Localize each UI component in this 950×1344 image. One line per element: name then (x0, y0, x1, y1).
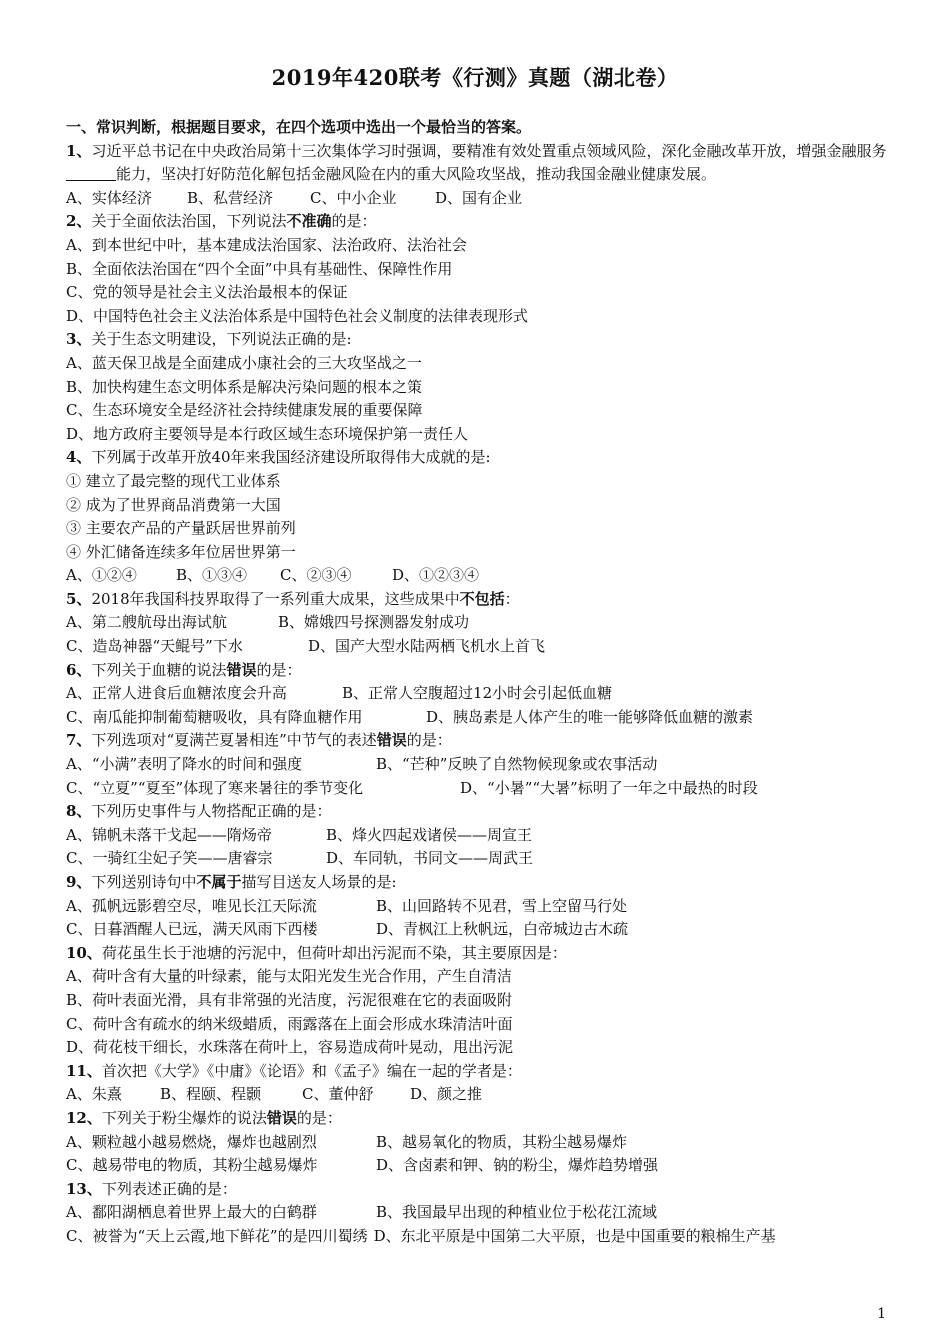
question-3-stem (66, 328, 886, 352)
question-8-options-ab (66, 824, 886, 848)
option-d: D、东北平原是中国第二大平原，也是中国重要的粮棉生产基 (373, 1226, 776, 1245)
question-text: 下列表述正确的是： (101, 1179, 237, 1198)
option-c: C、越易带电的物质，其粉尘越易爆炸 (66, 1156, 318, 1175)
option-d: D、车同轨，书同文——周武王 (326, 849, 534, 868)
question-1-stem (66, 140, 891, 187)
question-number: 8、 (66, 802, 92, 821)
question-text: 能力，坚决打好防范化解包括金融风险在内的重大风险攻坚战，推动我国金融业健康发展。 (116, 165, 717, 184)
question-number: 13、 (66, 1179, 102, 1198)
option-d: D、中国特色社会主义法治体系是中国特色社会义制度的法律表现形式 (66, 306, 529, 325)
question-text: 下列选项对“夏满芒夏暑相连”中节气的表述 (91, 731, 377, 750)
question-text: 的是： (331, 212, 377, 231)
option-c: C、生态环境安全是经济社会持续健康发展的重要保障 (66, 401, 423, 420)
question-number: 5、 (66, 589, 92, 608)
question-number: 4、 (66, 448, 92, 467)
statement-item: ③ 主要农产品的产量跃居世界前列 (66, 519, 296, 538)
option-d: D、颜之推 (410, 1085, 483, 1104)
question-text: 下列关于血糖的说法 (91, 660, 227, 679)
option-b: B、加快构建生态文明体系是解决污染问题的根本之策 (66, 377, 423, 396)
question-12-options-ab (66, 1131, 886, 1155)
option-b: B、“芒种”反映了自然物候现象或农事活动 (376, 755, 658, 774)
question-text: 2018年我国科技界取得了一系列重大成果，这些成果中 (91, 589, 460, 608)
question-7-options-ab (66, 753, 886, 777)
option-c: C、南瓜能抑制葡萄糖吸收，具有降血糖作用 (66, 707, 363, 726)
question-2-stem (66, 210, 886, 234)
option-d: D、国有企业 (435, 188, 523, 207)
question-number: 11、 (66, 1061, 102, 1080)
question-5-options-cd (66, 635, 886, 659)
option-a: A、蓝天保卫战是全面建成小康社会的三大攻坚战之一 (66, 353, 422, 372)
question-text: 描写目送友人场景的是: (241, 873, 397, 891)
emphasis-text: 错误 (226, 660, 257, 679)
question-text: 的是： (256, 660, 302, 679)
option-a: A、到本世纪中叶，基本建成法治国家、法治政府、法治社会 (66, 235, 467, 254)
fill-blank (66, 166, 116, 181)
emphasis-text: 不属于 (196, 873, 242, 891)
statement-item: ④ 外汇储备连续多年位居世界第一 (66, 542, 296, 561)
question-10-stem (66, 942, 886, 966)
question-text: ： (504, 589, 520, 608)
question-text: 下列历史事件与人物搭配正确的是： (91, 802, 332, 821)
option-a: A、荷叶含有大量的叶绿素，能与太阳光发生光合作用，产生自清洁 (66, 967, 512, 986)
option-d: D、国产大型水陆两栖飞机水上首飞 (308, 637, 546, 656)
option-a: A、“小满”表明了降水的时间和强度 (66, 755, 303, 774)
option-a: A、鄱阳湖栖息着世界上最大的白鹤群 (66, 1203, 317, 1222)
option-b: B、荷叶表面光滑，具有非常强的光洁度，污泥很难在它的表面吸附 (66, 990, 513, 1009)
question-9-options-cd (66, 918, 886, 942)
question-6-options-ab (66, 682, 886, 706)
option-a: A、朱熹 (66, 1085, 122, 1104)
question-1-options (66, 187, 886, 211)
option-d: D、“小暑”“大暑”标明了一年之中最热的时段 (460, 778, 758, 797)
option-c: C、日暮酒醒人已远，满天风雨下西楼 (66, 920, 318, 939)
question-12-stem (66, 1107, 886, 1131)
option-b: B、全面依法治国在“四个全面”中具有基础性、保障性作用 (66, 259, 453, 278)
question-number: 10、 (66, 943, 102, 962)
option-c: C、②③④ (280, 566, 352, 585)
option-c: C、被誉为“天上云霞,地下鲜花”的是四川蜀绣 (66, 1226, 368, 1245)
option-b: B、越易氧化的物质，其粉尘越易爆炸 (376, 1132, 628, 1151)
option-b: B、程颐、程颢 (160, 1085, 262, 1104)
emphasis-text: 不包括 (459, 589, 505, 608)
option-b: B、烽火四起戏诸侯——周宣王 (326, 825, 533, 844)
question-number: 6、 (66, 660, 92, 679)
question-text: 关于生态文明建设，下列说法正确的是: (91, 330, 352, 349)
option-a: A、实体经济 (66, 188, 152, 207)
option-b: B、山回路转不见君，雪上空留马行处 (376, 896, 628, 915)
option-c: C、一骑红尘妃子笑——唐睿宗 (66, 849, 273, 868)
question-number: 7、 (66, 731, 92, 750)
emphasis-text: 错误 (266, 1108, 297, 1127)
question-list (66, 116, 886, 1249)
question-4-stem (66, 446, 886, 470)
option-c: C、造岛神器“天鲲号”下水 (66, 637, 243, 656)
emphasis-text: 错误 (376, 731, 407, 750)
document-title: 2019年420联考《行测》真题（湖北卷） (271, 65, 679, 90)
question-text: 下列送别诗句中 (91, 873, 197, 891)
question-number: 12、 (66, 1108, 102, 1127)
option-d: D、荷花枝干细长，水珠落在荷叶上，容易造成荷叶晃动，甩出污泥 (66, 1038, 514, 1057)
option-a: A、锦帆未落干戈起——隋炀帝 (66, 825, 272, 844)
option-b: B、正常人空腹超过12小时会引起低血糖 (342, 684, 613, 703)
option-c: C、荷叶含有疏水的纳米级蜡质，雨露落在上面会形成水珠清洁叶面 (66, 1014, 513, 1033)
question-8-stem (66, 800, 886, 824)
question-number: 2、 (66, 212, 92, 231)
statement-item: ② 成为了世界商品消费第一大国 (66, 495, 281, 514)
option-c: C、“立夏”“夏至”体现了寒来暑往的季节变化 (66, 778, 364, 797)
question-text: 习近平总书记在中央政治局第十三次集体学习时强调，要精准有效处置重点领域风险，深化金融改革开放，增强金融服务 (91, 141, 887, 160)
question-text: 下列关于粉尘爆炸的说法 (101, 1108, 267, 1127)
question-7-stem (66, 729, 886, 753)
question-number: 9、 (66, 873, 92, 891)
option-a: A、颗粒越小越易燃烧，爆炸也越剧烈 (66, 1132, 317, 1151)
option-d: D、含卤素和钾、钠的粉尘，爆炸趋势增强 (376, 1156, 659, 1175)
option-b: B、我国最早出现的种植业位于松花江流域 (376, 1203, 658, 1222)
option-a: A、孤帆远影碧空尽，唯见长江天际流 (66, 896, 317, 915)
section-heading: 一、常识判断，根据题目要求，在四个选项中选出一个最恰当的答案。 (66, 118, 532, 136)
option-b: B、私营经济 (187, 188, 274, 207)
option-d: D、青枫江上秋帆远，白帝城边古木疏 (376, 920, 629, 939)
question-13-stem (66, 1178, 886, 1202)
question-4-options (66, 564, 886, 588)
option-a: A、第二艘航母出海试航 (66, 613, 227, 632)
question-text: 首次把《大学》《中庸》《论语》和《孟子》编在一起的学者是： (101, 1061, 522, 1080)
question-9-options-ab (66, 895, 886, 919)
option-d: D、①②③④ (392, 566, 480, 585)
option-d: D、地方政府主要领导是本行政区域生态环境保护第一责任人 (66, 424, 469, 443)
question-12-options-cd (66, 1154, 886, 1178)
option-d: D、胰岛素是人体产生的唯一能够降低血糖的激素 (426, 707, 754, 726)
question-13-options-cd (66, 1225, 886, 1249)
question-text: 的是： (296, 1108, 342, 1127)
question-text: 下列属于改革开放40年来我国经济建设所取得伟大成就的是: (91, 448, 491, 467)
question-number: 3、 (66, 330, 92, 349)
question-8-options-cd (66, 847, 886, 871)
question-text: 荷花虽生长于池塘的污泥中，但荷叶却出污泥而不染，其主要原因是： (101, 943, 567, 962)
question-6-stem (66, 659, 886, 683)
option-c: C、党的领导是社会主义法治最根本的保证 (66, 283, 348, 302)
emphasis-text: 不准确 (286, 212, 332, 231)
page-number: 1 (877, 1306, 886, 1322)
option-c: C、董仲舒 (302, 1085, 374, 1104)
option-b: B、①③④ (176, 566, 248, 585)
question-number: 1、 (66, 141, 92, 160)
option-b: B、嫦娥四号探测器发射成功 (278, 613, 470, 632)
question-7-options-cd (66, 777, 886, 801)
question-9-stem (66, 871, 886, 895)
question-text: 的是： (406, 731, 452, 750)
option-c: C、中小企业 (310, 188, 397, 207)
option-a: A、①②④ (66, 566, 137, 585)
question-5-options-ab (66, 611, 886, 635)
question-13-options-ab (66, 1201, 886, 1225)
option-a: A、正常人进食后血糖浓度会升高 (66, 684, 287, 703)
question-11-stem (66, 1060, 886, 1084)
question-5-stem (66, 588, 886, 612)
question-6-options-cd (66, 706, 886, 730)
question-11-options (66, 1083, 886, 1107)
question-text: 关于全面依法治国，下列说法 (91, 212, 287, 231)
statement-item: ① 建立了最完整的现代工业体系 (66, 471, 281, 490)
